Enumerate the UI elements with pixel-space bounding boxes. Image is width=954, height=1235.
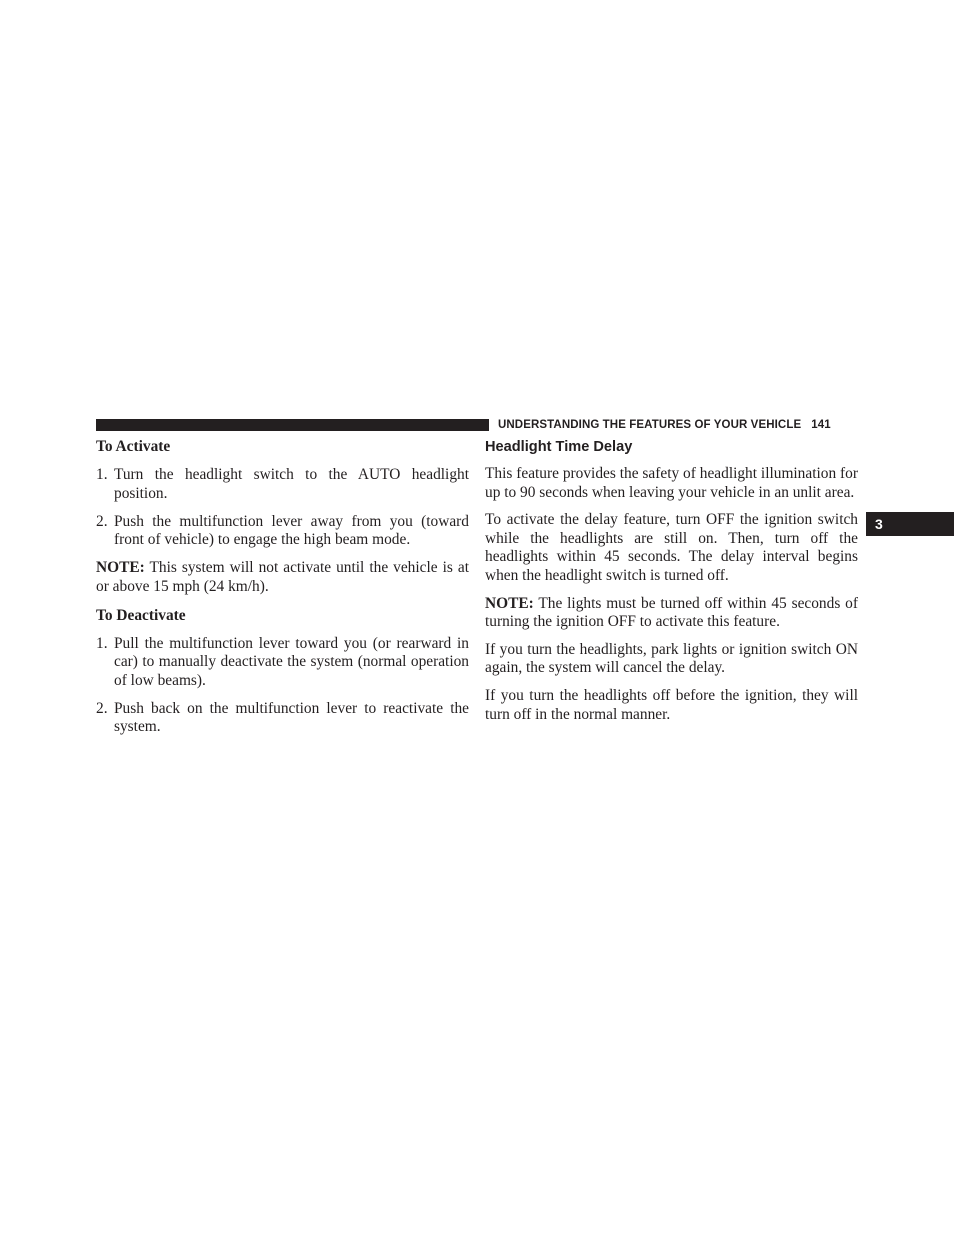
header-rule-bar <box>96 419 489 431</box>
body-paragraph: If you turn the headlights off before the ignition, they will turn off in the normal manner. <box>485 686 858 723</box>
body-paragraph: To activate the delay feature, turn OFF the ignition switch while the headlights are still on. Then, turn off the headlights within 45 seconds. The delay interval begins when the headlight switch is turned off. <box>485 511 858 584</box>
list-number: 1. <box>96 634 108 652</box>
note-paragraph <box>96 559 469 596</box>
list-item <box>96 700 469 737</box>
list-text: Push the multifunction lever away from you (toward front of vehicle) to engage the high beam mode. <box>114 512 469 549</box>
running-header <box>498 417 858 433</box>
to-activate-heading: To Activate <box>96 438 171 455</box>
left-column <box>96 437 469 747</box>
body-paragraph: If you turn the headlights, park lights or ignition switch ON again, the system will cancel the delay. <box>485 640 858 677</box>
page-number: 141 <box>811 419 831 431</box>
list-item <box>96 513 469 550</box>
section-title: UNDERSTANDING THE FEATURES OF YOUR VEHICLE <box>498 419 802 431</box>
note-text: This system will not activate until the vehicle is at or above 15 mph (24 km/h). <box>96 559 469 595</box>
headlight-time-delay-heading: Headlight Time Delay <box>485 439 633 455</box>
list-number: 2. <box>96 512 108 530</box>
note-label: NOTE: <box>96 559 145 577</box>
body-paragraph: This feature provides the safety of headlight illumination for up to 90 seconds when leaving your vehicle in an unlit area. <box>485 465 858 501</box>
to-deactivate-heading: To Deactivate <box>96 606 186 624</box>
note-text: The lights must be turned off within 45 seconds of turning the ignition OFF to activate this feature. <box>485 594 858 631</box>
note-paragraph <box>485 595 858 632</box>
note-label: NOTE: <box>485 594 534 612</box>
list-text: Pull the multifunction lever toward you (or rearward in car) to manually deactivate the system (normal operation of low beams). <box>114 634 469 689</box>
chapter-tab: 3 <box>866 512 954 536</box>
list-text: Push back on the multifunction lever to reactivate the system. <box>114 699 469 736</box>
right-column <box>485 437 858 733</box>
list-item <box>96 635 469 691</box>
list-text: Turn the headlight switch to the AUTO headlight position. <box>114 466 469 502</box>
list-number: 1. <box>96 466 108 483</box>
list-number: 2. <box>96 699 108 717</box>
list-item <box>96 466 469 503</box>
